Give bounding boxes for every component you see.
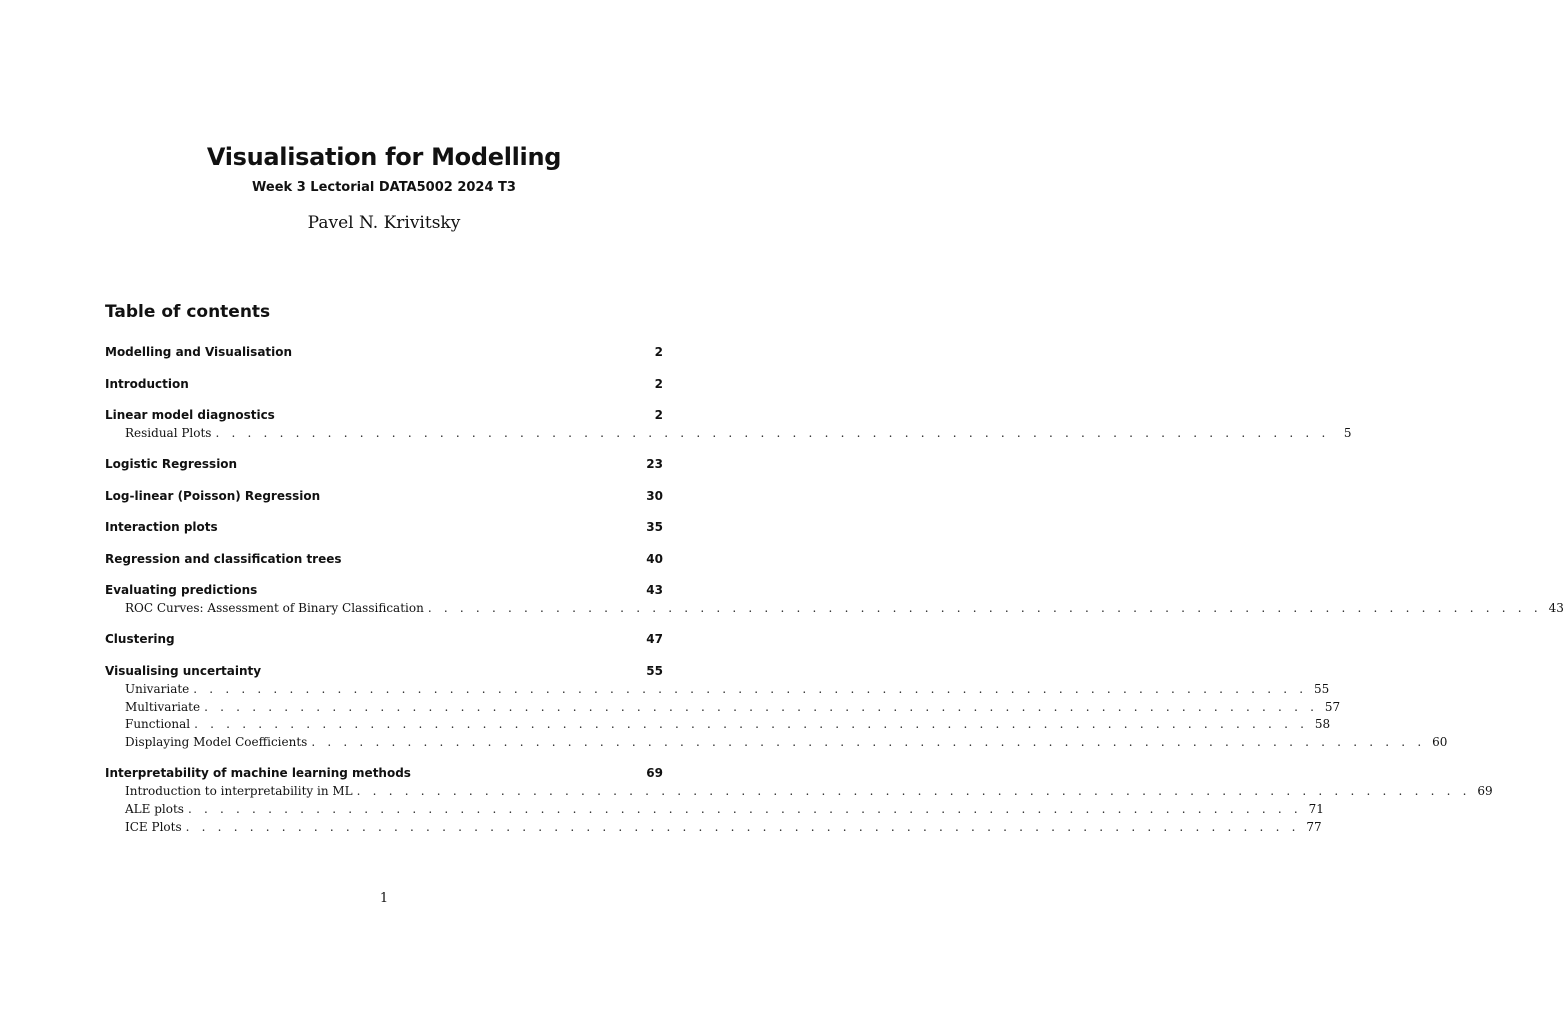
- toc-dot-leader: . . . . . . . . . . . . . . . . . . . . . . . . . . . . . . . . . . . . . . . . . . . . . . . . . . . . . . . . . . . . . . . . . . . . . .: [356, 784, 1471, 799]
- toc-section-page: 23: [646, 457, 663, 472]
- toc-section-label: Logistic Regression: [105, 457, 238, 472]
- toc-section-entry[interactable]: [105, 552, 663, 570]
- toc-gap: [105, 444, 663, 458]
- toc-dot-leader: . . . . . . . . . . . . . . . . . . . . . . . . . . . . . . . . . . . . . . . . . . . . . . . . . . . . . . . . . . . . . . . . . . . . . .: [311, 734, 1426, 749]
- toc-section-label: Evaluating predictions: [105, 583, 258, 598]
- toc-dot-leader: . . . . . . . . . . . . . . . . . . . . . . . . . . . . . . . . . . . . . . . . . . . . . . . . . . . . . . . . . . . . . . . . . . . . . .: [185, 819, 1300, 834]
- toc-heading: Table of contents: [105, 302, 271, 322]
- toc-subsection-entry[interactable]: [105, 717, 1331, 735]
- toc-subsection-label: ALE plots: [125, 801, 184, 816]
- toc-section-entry[interactable]: [105, 345, 663, 363]
- toc-subsection-label: ICE Plots: [125, 819, 182, 834]
- toc-subsection-label: Univariate: [125, 681, 190, 696]
- toc-subsection-entry[interactable]: [105, 699, 1341, 718]
- toc-section-entry[interactable]: [105, 457, 663, 475]
- toc-subsection-label: Residual Plots: [125, 426, 212, 440]
- toc-section-label: Linear model diagnostics: [105, 408, 275, 422]
- toc-gap: [105, 619, 663, 633]
- toc-section-page: 47: [646, 632, 663, 647]
- toc-subsection-page: 57: [1324, 699, 1341, 714]
- document-title: Visualisation for Modelling: [206, 143, 562, 171]
- toc-section-page: 35: [646, 520, 663, 535]
- toc-subsection-page: 77: [1306, 819, 1322, 834]
- toc-section-page: 2: [654, 376, 663, 391]
- toc-section-label: Interaction plots: [105, 520, 218, 535]
- toc-section-entry[interactable]: [105, 766, 663, 784]
- toc-gap: [105, 363, 663, 377]
- toc-dot-leader: . . . . . . . . . . . . . . . . . . . . . . . . . . . . . . . . . . . . . . . . . . . . . . . . . . . . . . . . . . . . . . . . . . . . . .: [427, 601, 1542, 616]
- toc-gap: [105, 507, 663, 521]
- toc-subsection-label: Functional: [125, 717, 191, 732]
- toc-section-entry[interactable]: [105, 377, 663, 395]
- toc-section-entry[interactable]: [105, 664, 663, 682]
- toc-section-entry[interactable]: [105, 489, 663, 507]
- toc-section-page: 2: [654, 408, 663, 422]
- toc-subsection-entry[interactable]: [105, 601, 1564, 619]
- toc-subsection-page: 5: [1343, 426, 1352, 440]
- toc-dot-leader: . . . . . . . . . . . . . . . . . . . . . . . . . . . . . . . . . . . . . . . . . . . . . . . . . . . . . . . . . . . . . . . . . . . . . .: [204, 699, 1319, 714]
- toc-section-label: Clustering: [105, 632, 175, 647]
- toc-section-page: 55: [646, 663, 663, 678]
- toc-section-label: Interpretability of machine learning methods: [105, 766, 411, 781]
- toc-section-label: Introduction: [105, 376, 189, 391]
- toc-subsection-entry[interactable]: [105, 801, 1324, 820]
- toc-subsection-page: 69: [1477, 784, 1493, 799]
- toc-dot-leader: . . . . . . . . . . . . . . . . . . . . . . . . . . . . . . . . . . . . . . . . . . . . . . . . . . . . . . . . . . . . . . . . . . . . . .: [187, 801, 1302, 816]
- toc-section-label: Modelling and Visualisation: [105, 345, 293, 359]
- toc-section-page: 69: [646, 766, 663, 781]
- toc-gap: [105, 475, 663, 489]
- toc-subsection-entry[interactable]: [105, 681, 1330, 700]
- toc-dot-leader: . . . . . . . . . . . . . . . . . . . . . . . . . . . . . . . . . . . . . . . . . . . . . . . . . . . . . . . . . . . . . . . . . . . . . .: [215, 426, 1330, 440]
- toc-subsection-entry[interactable]: [105, 784, 1493, 802]
- toc-gap: [105, 538, 663, 552]
- toc-dot-leader: . . . . . . . . . . . . . . . . . . . . . . . . . . . . . . . . . . . . . . . . . . . . . . . . . . . . . . . . . . . . . . . . . . . . . .: [193, 681, 1308, 696]
- toc-section-entry[interactable]: [105, 632, 663, 650]
- toc-section-entry[interactable]: [105, 520, 663, 538]
- toc-section-label: Regression and classification trees: [105, 551, 342, 566]
- toc-subsection-label: Multivariate: [125, 699, 201, 714]
- toc-subsection-label: Introduction to interpretability in ML: [125, 784, 353, 799]
- toc-subsection-entry[interactable]: [105, 819, 1322, 838]
- toc-gap: [105, 395, 663, 409]
- toc-subsection-label: Displaying Model Coefficients: [125, 734, 308, 749]
- toc-subsection-page: 43: [1548, 601, 1564, 616]
- toc-subsection-page: 60: [1432, 734, 1448, 749]
- document-author: Pavel N. Krivitsky: [307, 213, 461, 233]
- toc-subsection-entry[interactable]: [105, 426, 1352, 444]
- document-subtitle: Week 3 Lectorial DATA5002 2024 T3: [252, 180, 516, 195]
- toc-gap: [105, 753, 663, 767]
- toc-gap: [105, 570, 663, 584]
- toc-section-entry[interactable]: [105, 408, 663, 426]
- toc-section-label: Log-linear (Poisson) Regression: [105, 488, 321, 503]
- toc-subsection-page: 58: [1314, 717, 1331, 732]
- page-number: 1: [379, 891, 389, 906]
- toc-subsection-page: 55: [1314, 681, 1330, 696]
- toc-section-page: 30: [646, 488, 663, 503]
- toc-section-page: 2: [654, 345, 663, 359]
- toc-gap: [105, 650, 663, 664]
- toc-subsection-entry[interactable]: [105, 734, 1448, 753]
- toc-dot-leader: . . . . . . . . . . . . . . . . . . . . . . . . . . . . . . . . . . . . . . . . . . . . . . . . . . . . . . . . . . . . . . . . . . . . . .: [194, 717, 1309, 732]
- toc-section-page: 40: [646, 551, 663, 566]
- toc-subsection-page: 71: [1308, 801, 1324, 816]
- toc-section-entry[interactable]: [105, 583, 663, 601]
- toc-section-page: 43: [646, 583, 663, 598]
- table-of-contents: [105, 345, 1564, 837]
- toc-subsection-label: ROC Curves: Assessment of Binary Classification: [125, 601, 424, 616]
- toc-section-label: Visualising uncertainty: [105, 663, 262, 678]
